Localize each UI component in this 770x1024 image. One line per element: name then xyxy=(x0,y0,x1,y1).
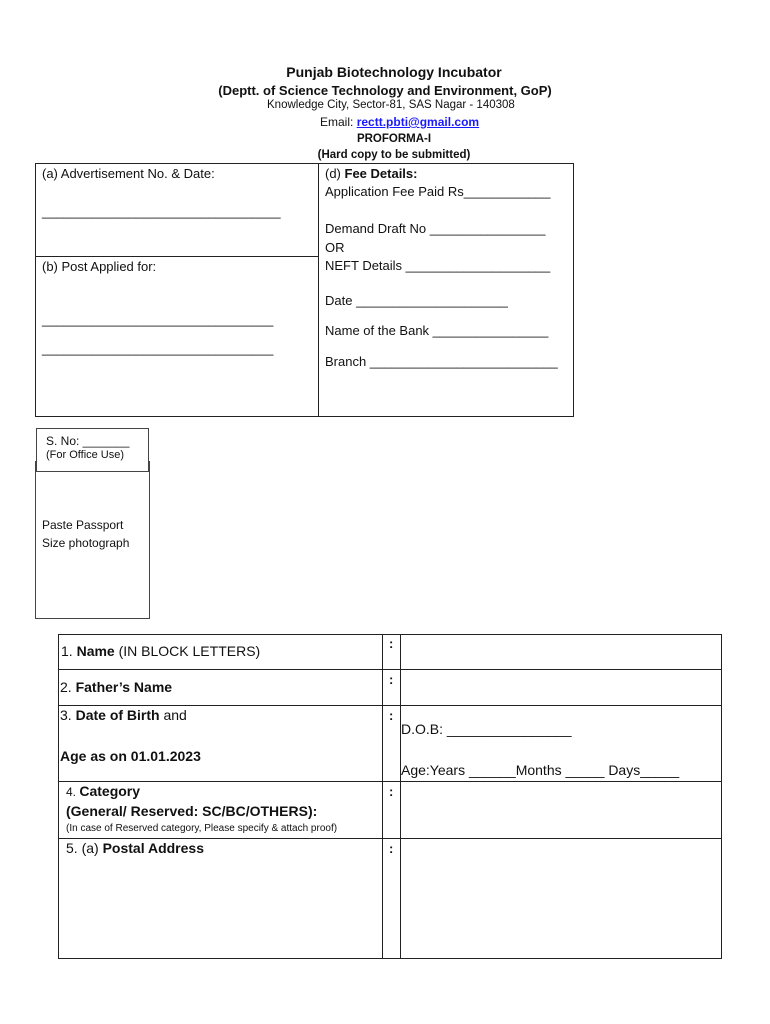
post-applied-field[interactable]: ________________________________ xyxy=(42,312,274,327)
divider xyxy=(382,634,383,959)
org-title: Punjab Biotechnology Incubator xyxy=(286,64,502,80)
divider xyxy=(400,634,401,959)
divider xyxy=(58,838,722,839)
office-use-note: (For Office Use) xyxy=(46,449,125,461)
colon: : xyxy=(389,784,394,799)
hard-copy-note: (Hard copy to be submitted) xyxy=(317,149,471,161)
email-link[interactable]: rectt.pbti@gmail.com xyxy=(356,115,480,129)
advertisement-field[interactable]: _________________________________ xyxy=(42,204,281,219)
dob-label: 3. Date of Birth and xyxy=(60,707,187,723)
photo-instructions: Paste Passport Size photograph xyxy=(42,518,130,550)
age-as-on-label: Age as on 01.01.2023 xyxy=(60,748,201,764)
org-address: Knowledge City, Sector-81, SAS Nagar - 140308 xyxy=(267,99,515,111)
bank-name-field[interactable]: Name of the Bank ________________ xyxy=(325,323,549,338)
colon: : xyxy=(389,672,394,687)
divider xyxy=(58,781,722,782)
serial-number-field[interactable]: S. No: _______ xyxy=(46,434,130,448)
post-applied-field[interactable]: ________________________________ xyxy=(42,341,274,356)
dob-field[interactable]: D.O.B: ________________ xyxy=(401,721,572,737)
org-department: (Deptt. of Science Technology and Environment, GoP) xyxy=(218,83,552,98)
category-note: (In case of Reserved category, Please specify & attach proof) xyxy=(66,823,338,834)
post-applied-label: (b) Post Applied for: xyxy=(42,259,157,274)
father-name-label: 2. Father’s Name xyxy=(60,679,173,695)
email-label: Email: xyxy=(320,115,357,129)
fee-details-heading: (d) Fee Details: xyxy=(325,166,418,181)
neft-field[interactable]: NEFT Details ____________________ xyxy=(325,258,551,273)
colon: : xyxy=(389,636,394,651)
category-options: (General/ Reserved: SC/BC/OTHERS): xyxy=(66,803,318,819)
colon: : xyxy=(389,841,394,856)
divider xyxy=(318,163,319,417)
divider xyxy=(35,256,319,257)
org-email xyxy=(320,115,479,129)
name-label: 1. Name (IN BLOCK LETTERS) xyxy=(61,643,261,659)
demand-draft-field[interactable]: Demand Draft No ________________ xyxy=(325,221,546,236)
divider xyxy=(58,705,722,706)
application-details-box xyxy=(35,163,574,417)
divider xyxy=(58,669,722,670)
date-field[interactable]: Date _____________________ xyxy=(325,293,508,308)
age-field[interactable]: Age:Years ______Months _____ Days_____ xyxy=(401,762,680,778)
fee-paid-field[interactable]: Application Fee Paid Rs____________ xyxy=(325,184,551,199)
proforma-title: PROFORMA-I xyxy=(356,133,432,145)
colon: : xyxy=(389,708,394,723)
branch-field[interactable]: Branch __________________________ xyxy=(325,354,558,369)
postal-address-label: 5. (a) Postal Address xyxy=(66,840,204,856)
or-label: OR xyxy=(325,240,345,255)
advertisement-label: (a) Advertisement No. & Date: xyxy=(42,166,215,181)
category-label: 4. Category xyxy=(66,783,141,799)
